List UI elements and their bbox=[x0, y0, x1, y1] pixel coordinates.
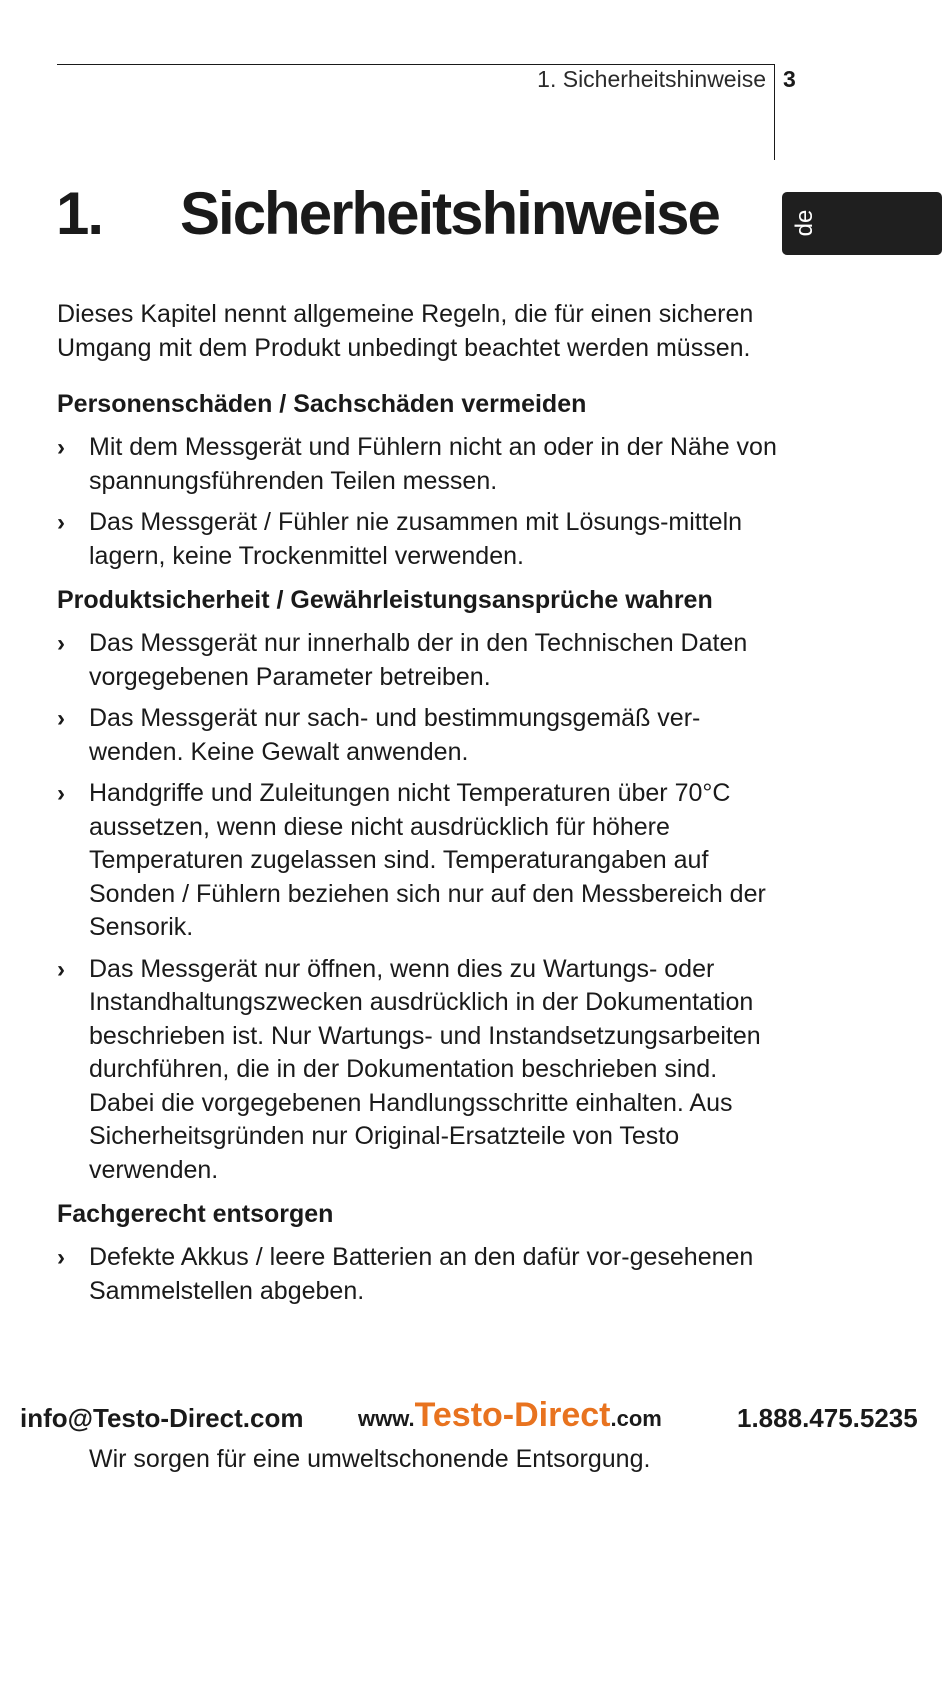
section-heading: Fachgerecht entsorgen bbox=[57, 1200, 334, 1228]
list-item-text: Mit dem Messgerät und Fühlern nicht an oder in der Nähe von spannungsführenden Teilen messen. bbox=[89, 433, 777, 495]
list-item bbox=[57, 431, 777, 498]
bullet-icon: › bbox=[57, 509, 65, 536]
closing-line: Wir sorgen für eine umweltschonende Entsorgung. bbox=[89, 1445, 651, 1473]
main-content bbox=[57, 298, 777, 1318]
language-tab bbox=[782, 192, 942, 255]
watermark-email: info@Testo-Direct.com bbox=[20, 1403, 304, 1433]
list-item-text: Das Messgerät nur sach- und bestimmungsgemäß ver-wenden. Keine Gewalt anwenden. bbox=[89, 704, 701, 766]
watermark-website bbox=[358, 1396, 662, 1435]
chapter-title bbox=[56, 178, 719, 250]
intro-paragraph: Dieses Kapitel nennt allgemeine Regeln, die für einen sicheren Umgang mit dem Produkt unbedingt beachtet werden müssen. bbox=[57, 300, 754, 362]
bullet-icon: › bbox=[57, 434, 65, 461]
header-rule bbox=[57, 64, 775, 65]
list-item-text: Das Messgerät nur innerhalb der in den Technischen Daten vorgegebenen Parameter betreiben. bbox=[89, 629, 748, 691]
bullet-icon: › bbox=[57, 955, 65, 983]
watermark-site-brand: Testo-Direct bbox=[414, 1396, 611, 1434]
list-item bbox=[57, 702, 777, 769]
header-vertical-rule bbox=[774, 64, 775, 160]
bullet-list bbox=[57, 627, 777, 1187]
list-item-text: Das Messgerät nur öffnen, wenn dies zu Wartungs- oder Instandhaltungszwecken ausdrücklich in der Dokumentation beschrieben ist. Nur Wartungs- und Instandsetzungsarbeiten durchführen, die in der Dokumentation beschrieben sind. Dabei die vorgegebenen Handlungsschritte einhalten. Aus Sicherheitsgründen nur Original-Ersatzteile von Testo verwenden. bbox=[89, 954, 761, 1184]
list-item bbox=[57, 777, 777, 945]
bullet-icon: › bbox=[57, 780, 65, 807]
list-item bbox=[57, 1241, 777, 1308]
watermark-site-suffix: .com bbox=[610, 1406, 662, 1431]
running-title: 1. Sicherheitshinweise bbox=[537, 66, 766, 92]
list-item-text: Defekte Akkus / leere Batterien an den dafür vor-gesehenen Sammelstellen abgeben. bbox=[89, 1243, 754, 1305]
language-tab-label: de bbox=[791, 209, 818, 237]
list-item bbox=[57, 627, 777, 694]
bullet-icon: › bbox=[57, 1244, 65, 1271]
bullet-list bbox=[57, 1241, 777, 1308]
bullet-icon: › bbox=[57, 705, 65, 732]
chapter-title-text: Sicherheitshinweise bbox=[180, 180, 719, 247]
list-item bbox=[57, 953, 777, 1188]
list-item bbox=[57, 506, 777, 573]
list-item-text: Das Messgerät / Fühler nie zusammen mit Lösungs-mitteln lagern, keine Trockenmittel verwenden. bbox=[89, 508, 743, 570]
list-item-text: Handgriffe und Zuleitungen nicht Temperaturen über 70°C aussetzen, wenn diese nicht ausdrücklich für höhere Temperaturen zugelassen sind. Temperaturangaben auf Sonden / Fühlern beziehen sich nur auf den Messbereich der Sensorik. bbox=[89, 779, 766, 941]
section-heading: Produktsicherheit / Gewährleistungsansprüche wahren bbox=[57, 586, 713, 614]
chapter-number: 1. bbox=[56, 180, 103, 247]
watermark-phone: 1.888.475.5235 bbox=[737, 1403, 918, 1433]
section-heading: Personenschäden / Sachschäden vermeiden bbox=[57, 390, 587, 418]
bullet-list bbox=[57, 431, 777, 573]
bullet-icon: › bbox=[57, 630, 65, 657]
page-number: 3 bbox=[783, 66, 796, 92]
watermark-site-prefix: www. bbox=[358, 1406, 415, 1431]
